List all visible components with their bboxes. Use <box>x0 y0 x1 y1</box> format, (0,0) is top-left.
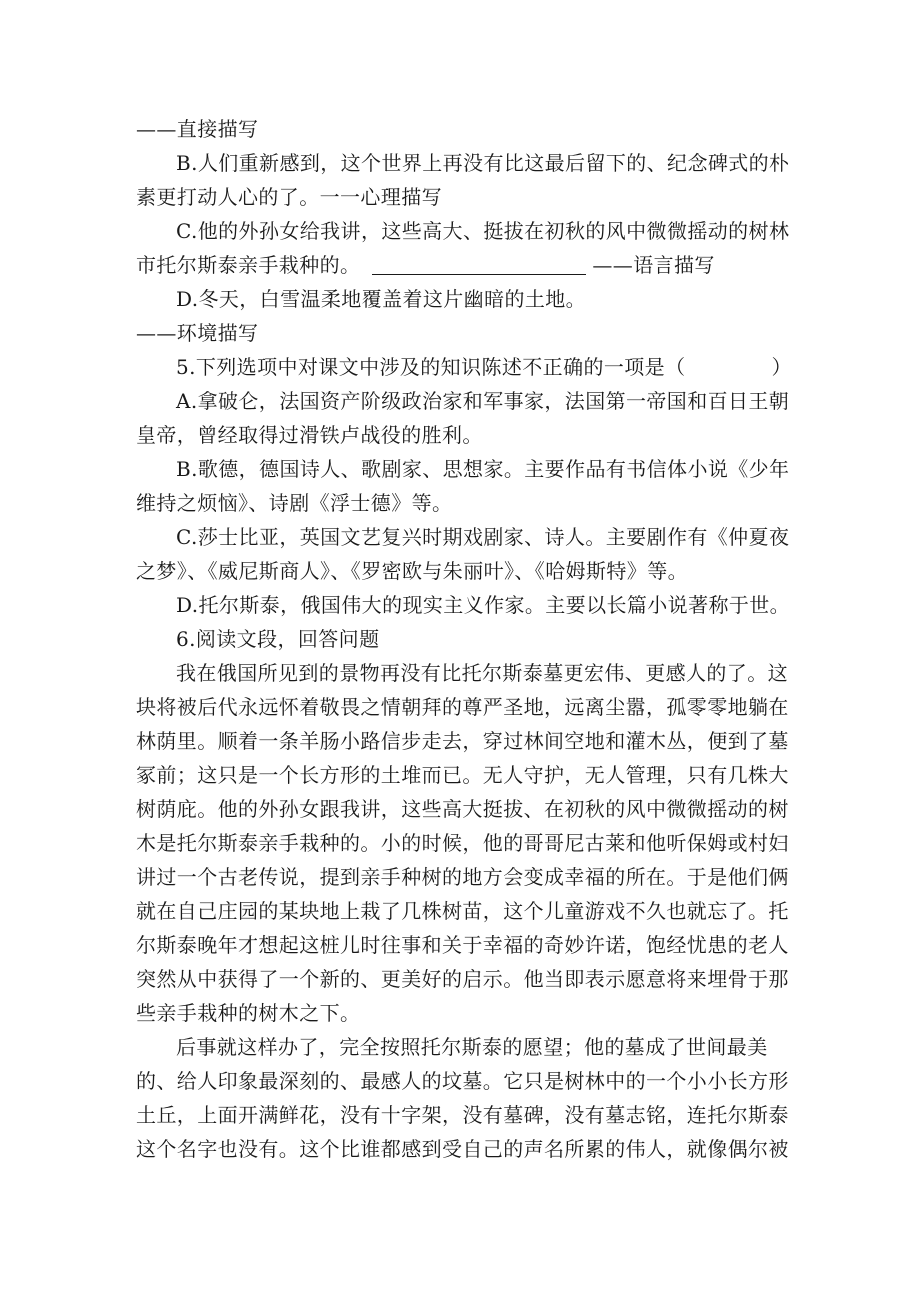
passage-p1-line: 块将被后代永远怀着敬畏之情朝拜的尊严圣地，远离尘嚣，孤零零地躺在 <box>136 695 789 719</box>
q5-option-b-line-1: B.歌德，德国诗人、歌剧家、思想家。主要作品有书信体小说《少年 <box>176 457 790 481</box>
q5-stem-text: 5.下列选项中对课文中涉及的知识陈述不正确的一项是（ <box>176 355 686 379</box>
q5-option-a-line-1: A.拿破仑，法国资产阶级政治家和军事家，法国第一帝国和百日王朝 <box>176 389 790 413</box>
passage-p2-line: 这个名字也没有。这个比谁都感到受自己的声名所累的伟人，就像偶尔被 <box>136 1137 789 1161</box>
passage-p1-line: 树荫庇。他的外孙女跟我讲，这些高大挺拔、在初秋的风中微微摇动的树 <box>136 797 789 821</box>
passage-p2-line: 土丘，上面开满鲜花，没有十字架，没有墓碑，没有墓志铭，连托尔斯泰 <box>136 1103 789 1127</box>
passage-p1-line: 突然从中获得了一个新的、更美好的启示。他当即表示愿意将来埋骨于那 <box>136 967 789 991</box>
q5-option-d-line-1: D.托尔斯泰，俄国伟大的现实主义作家。主要以长篇小说著称于世。 <box>176 593 791 617</box>
passage-p1-line: 尔斯泰晚年才想起这桩儿时往事和关于幸福的奇妙许诺，饱经忧患的老人 <box>136 933 789 957</box>
passage-p1-line: 冢前；这只是一个长方形的土堆而已。无人守护，无人管理，只有几株大 <box>136 763 789 787</box>
q5-option-c-line-2: 之梦》、《威尼斯商人》、《罗密欧与朱丽叶》、《哈姆斯特》等。 <box>136 559 688 583</box>
q4-option-c-line-2 <box>136 248 784 282</box>
q4-option-c-text: 市托尔斯泰亲手栽种的。 <box>136 253 361 277</box>
passage-p2-line: 的、给人印象最深刻的、最感人的坟墓。它只是树林中的一个小小长方形 <box>136 1069 789 1093</box>
answer-blank[interactable] <box>372 254 586 275</box>
q4-option-c-label: ——语言描写 <box>592 253 715 277</box>
q4-option-d-label: ——环境描写 <box>136 321 259 345</box>
q4-option-a-label: ——直接描写 <box>136 117 259 141</box>
passage-p1-line: 我在俄国所见到的景物再没有比托尔斯泰墓更宏伟、更感人的了。这 <box>176 661 788 685</box>
document-body <box>136 112 792 1166</box>
q6-stem: 6.阅读文段，回答问题 <box>176 627 380 651</box>
q5-option-b-line-2: 维持之烦恼》、诗剧《浮士德》等。 <box>136 491 453 515</box>
q4-option-b-line-2: 素更打动人心的了。一一心理描写 <box>136 185 442 209</box>
q4-option-d-line-1: D.冬天，白雪温柔地覆盖着这片幽暗的土地。 <box>176 287 587 311</box>
q5-stem-close: ） <box>771 355 792 379</box>
q4-option-c-line-1: C.他的外孙女给我讲，这些高大、挺拔在初秋的风中微微摇动的树林 <box>176 219 790 243</box>
q5-stem <box>136 350 792 384</box>
passage-p1-line: 林荫里。顺着一条羊肠小路信步走去，穿过林间空地和灌木丛，便到了墓 <box>136 729 789 753</box>
passage-p2-line: 后事就这样办了，完全按照托尔斯泰的愿望；他的墓成了世间最美 <box>176 1035 768 1059</box>
q5-option-c-line-1: C.莎士比亚，英国文艺复兴时期戏剧家、诗人。主要剧作有《仲夏夜 <box>176 525 790 549</box>
passage-p1-line: 些亲手栽种的树木之下。 <box>136 1001 361 1025</box>
q5-option-a-line-2: 皇帝，曾经取得过滑铁卢战役的胜利。 <box>136 423 483 447</box>
passage-p1-line: 就在自己庄园的某块地上栽了几株树苗，这个儿童游戏不久也就忘了。托 <box>136 899 789 923</box>
passage-p1-line: 木是托尔斯泰亲手栽种的。小的时候，他的哥哥尼古莱和他听保姆或村妇 <box>136 831 789 855</box>
q4-option-b-line-1: B.人们重新感到，这个世界上再没有比这最后留下的、纪念碑式的朴 <box>176 151 790 175</box>
passage-p1-line: 讲过一个古老传说，提到亲手种树的地方会变成幸福的所在。于是他们俩 <box>136 865 789 889</box>
